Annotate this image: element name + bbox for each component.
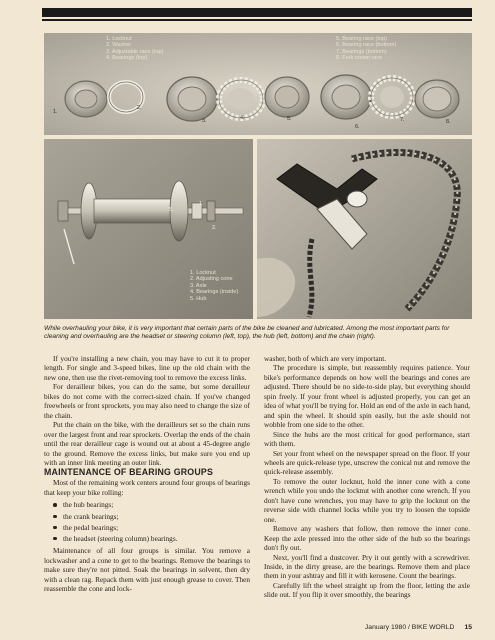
header-rule: [42, 8, 472, 17]
photo-caption: While overhauling your bike, it is very important that certain parts of the bike be cleaned and lubricated. Among the most important parts for cleaning and overhauling are the headset or steering column (left, top), the hub (left, bottom) and the chain (right).: [44, 325, 450, 341]
paragraph: If you're installing a new chain, you may have to cut it to proper length. For single and 3-speed bikes, line up the old chain with the new one, then use the rivet-removing tool to remove the excess links.: [44, 354, 250, 382]
list-item-text: the hub bearings;: [63, 500, 114, 510]
paragraph: Set your front wheel on the newspaper spread on the floor. If your wheels are quick-release type, unscrew the conical nut and remove the quick-release assembly.: [264, 448, 470, 477]
legend-item: 1. Locknut: [190, 270, 216, 276]
paragraph: The procedure is simple, but reassembly requires patience. Your bike's performance depends on how well the bearings and cones are adjusted. There should be no side-to-side play, but everything should spin freely. If your front wheel is adjusted properly, you can get an idea of what you'll be trying for. Hold an end of the axle in each hand, and spin the wheel. It should spin easily, but the axle should not wobble from one side to the other.: [264, 363, 470, 430]
paragraph: For derailleur bikes, you can do the same, but some derailleur bikes do not come with the correct-sized chain. If you've changed freewheels or front sprockets, you may also need to change the size of the chain.: [44, 382, 250, 420]
paragraph: Next, you'll find a dustcover. Pry it out gently with a screwdriver. Inside, in the dirty grease, are the bearings. Remove them and place them in your ashtray and fill it with kerosene. Count the bearings.: [264, 552, 470, 581]
bearing-race-bottom-part: [321, 75, 371, 119]
part-number-label: 1.: [53, 109, 58, 115]
legend-item: 8. Fork crown race: [336, 55, 383, 62]
part-number-label: 3.: [202, 118, 207, 124]
legend-item: 5. Bearing race (top): [336, 36, 387, 42]
chain-tool-image: [257, 139, 472, 319]
chain-tool-photo: [257, 139, 472, 319]
paragraph: Most of the remaining work centers around four groups of bearings that keep your bike rolling:: [44, 478, 250, 497]
list-item-text: the crank bearings;: [63, 511, 119, 521]
part-number-label: 8.: [446, 119, 451, 125]
bullet-icon: [53, 526, 57, 530]
bearing-race-top-part: [265, 77, 309, 117]
part-number-label: 7.: [400, 117, 405, 123]
part-number-label: 4.: [240, 115, 245, 121]
paragraph: Put the chain on the bike, with the derailleurs set so the chain runs over the largest front and rear sprockets. Overlap the ends of the chain until the rear derailleur cage is wound out at about a 45-degree angle to the ground. Remove the excess links, but make sure you end up with an inner link meeting an outer link.: [44, 420, 250, 467]
legend-item: 3. Adjustable race (top): [106, 48, 164, 55]
part-number-label: 5.: [169, 207, 174, 213]
legend-item: 6. Bearing race (bottom): [336, 42, 397, 49]
list-item-text: the pedal bearings;: [63, 522, 119, 532]
part-number-label: 6.: [355, 124, 360, 130]
page-footer: [365, 624, 472, 631]
headset-legend-left: [106, 36, 164, 62]
locknut-part: [65, 81, 107, 117]
list-item-text: the headset (steering column) bearings.: [63, 533, 178, 543]
legend-item: 7. Bearings (bottom): [336, 48, 387, 55]
paragraph: washer, both of which are very important.: [264, 354, 387, 363]
hub-legend: [190, 270, 238, 302]
bullet-icon: [53, 503, 57, 507]
paragraph: Remove any washers that follow, then remove the inner cone. Keep the axle pressed into the other side of the hub so the bearings don't fly out.: [264, 524, 470, 553]
section-heading: MAINTENANCE OF BEARING GROUPS: [44, 467, 214, 478]
left-text-column: [44, 354, 250, 593]
list-item: [44, 499, 250, 510]
part-number-label: 2.: [212, 225, 217, 231]
legend-item: 3. Axle: [190, 282, 207, 289]
legend-item: 4. Bearings (inside): [190, 289, 239, 296]
hub-photo: [44, 139, 253, 319]
part-number-label: 5.: [287, 116, 292, 122]
adjustable-race-part: [167, 77, 217, 121]
part-number-label: 1.: [199, 201, 204, 207]
paragraph: To remove the outer locknut, hold the inner cone with a cone wrench while you undo the locknut with another cone wrench. If you don't have cone wrenches, you may have to grip the locknut on the reverse side with channel locks while you try to loosen the topside one.: [264, 476, 470, 524]
issue-label: January 1980 / BIKE WORLD: [364, 624, 455, 631]
fork-crown-race-part: [415, 80, 459, 118]
page-number: 15: [464, 624, 472, 631]
part-number-label: 2.: [137, 105, 142, 111]
legend-item: 5. Hub: [190, 295, 207, 302]
paragraph: Maintenance of all four groups is similar. You remove a lockwasher and a cone to get to the bearings. Remove the bearings to make sure they're not pitted. Soak the bearings in solvent, then dry with a clean rag. Repack them with just enough grease to cover. Then reassemble the cone and lock-: [44, 546, 250, 593]
paragraph: Since the hubs are the most critical for good performance, start with them.: [264, 429, 470, 449]
legend-item: 1. Locknut: [106, 36, 132, 42]
list-item: [44, 522, 250, 533]
right-text-column: [264, 354, 470, 600]
legend-item: 2. Washer: [106, 42, 132, 49]
legend-item: 4. Bearings (top): [106, 55, 148, 62]
list-item: [44, 511, 250, 522]
bullet-icon: [53, 515, 57, 519]
bearing-group-list: [44, 499, 250, 544]
list-item: [44, 533, 250, 544]
headset-legend-right: [336, 36, 396, 62]
headset-parts-photo: [44, 33, 472, 135]
bullet-icon: [53, 537, 57, 541]
paragraph: Carefully lift the wheel straight up from the floor, letting the axle slide out. If you flip it over smoothly, the bearings: [264, 580, 470, 600]
legend-item: 2. Adjusting cone: [190, 276, 233, 283]
header-rule-thin: [42, 19, 472, 21]
